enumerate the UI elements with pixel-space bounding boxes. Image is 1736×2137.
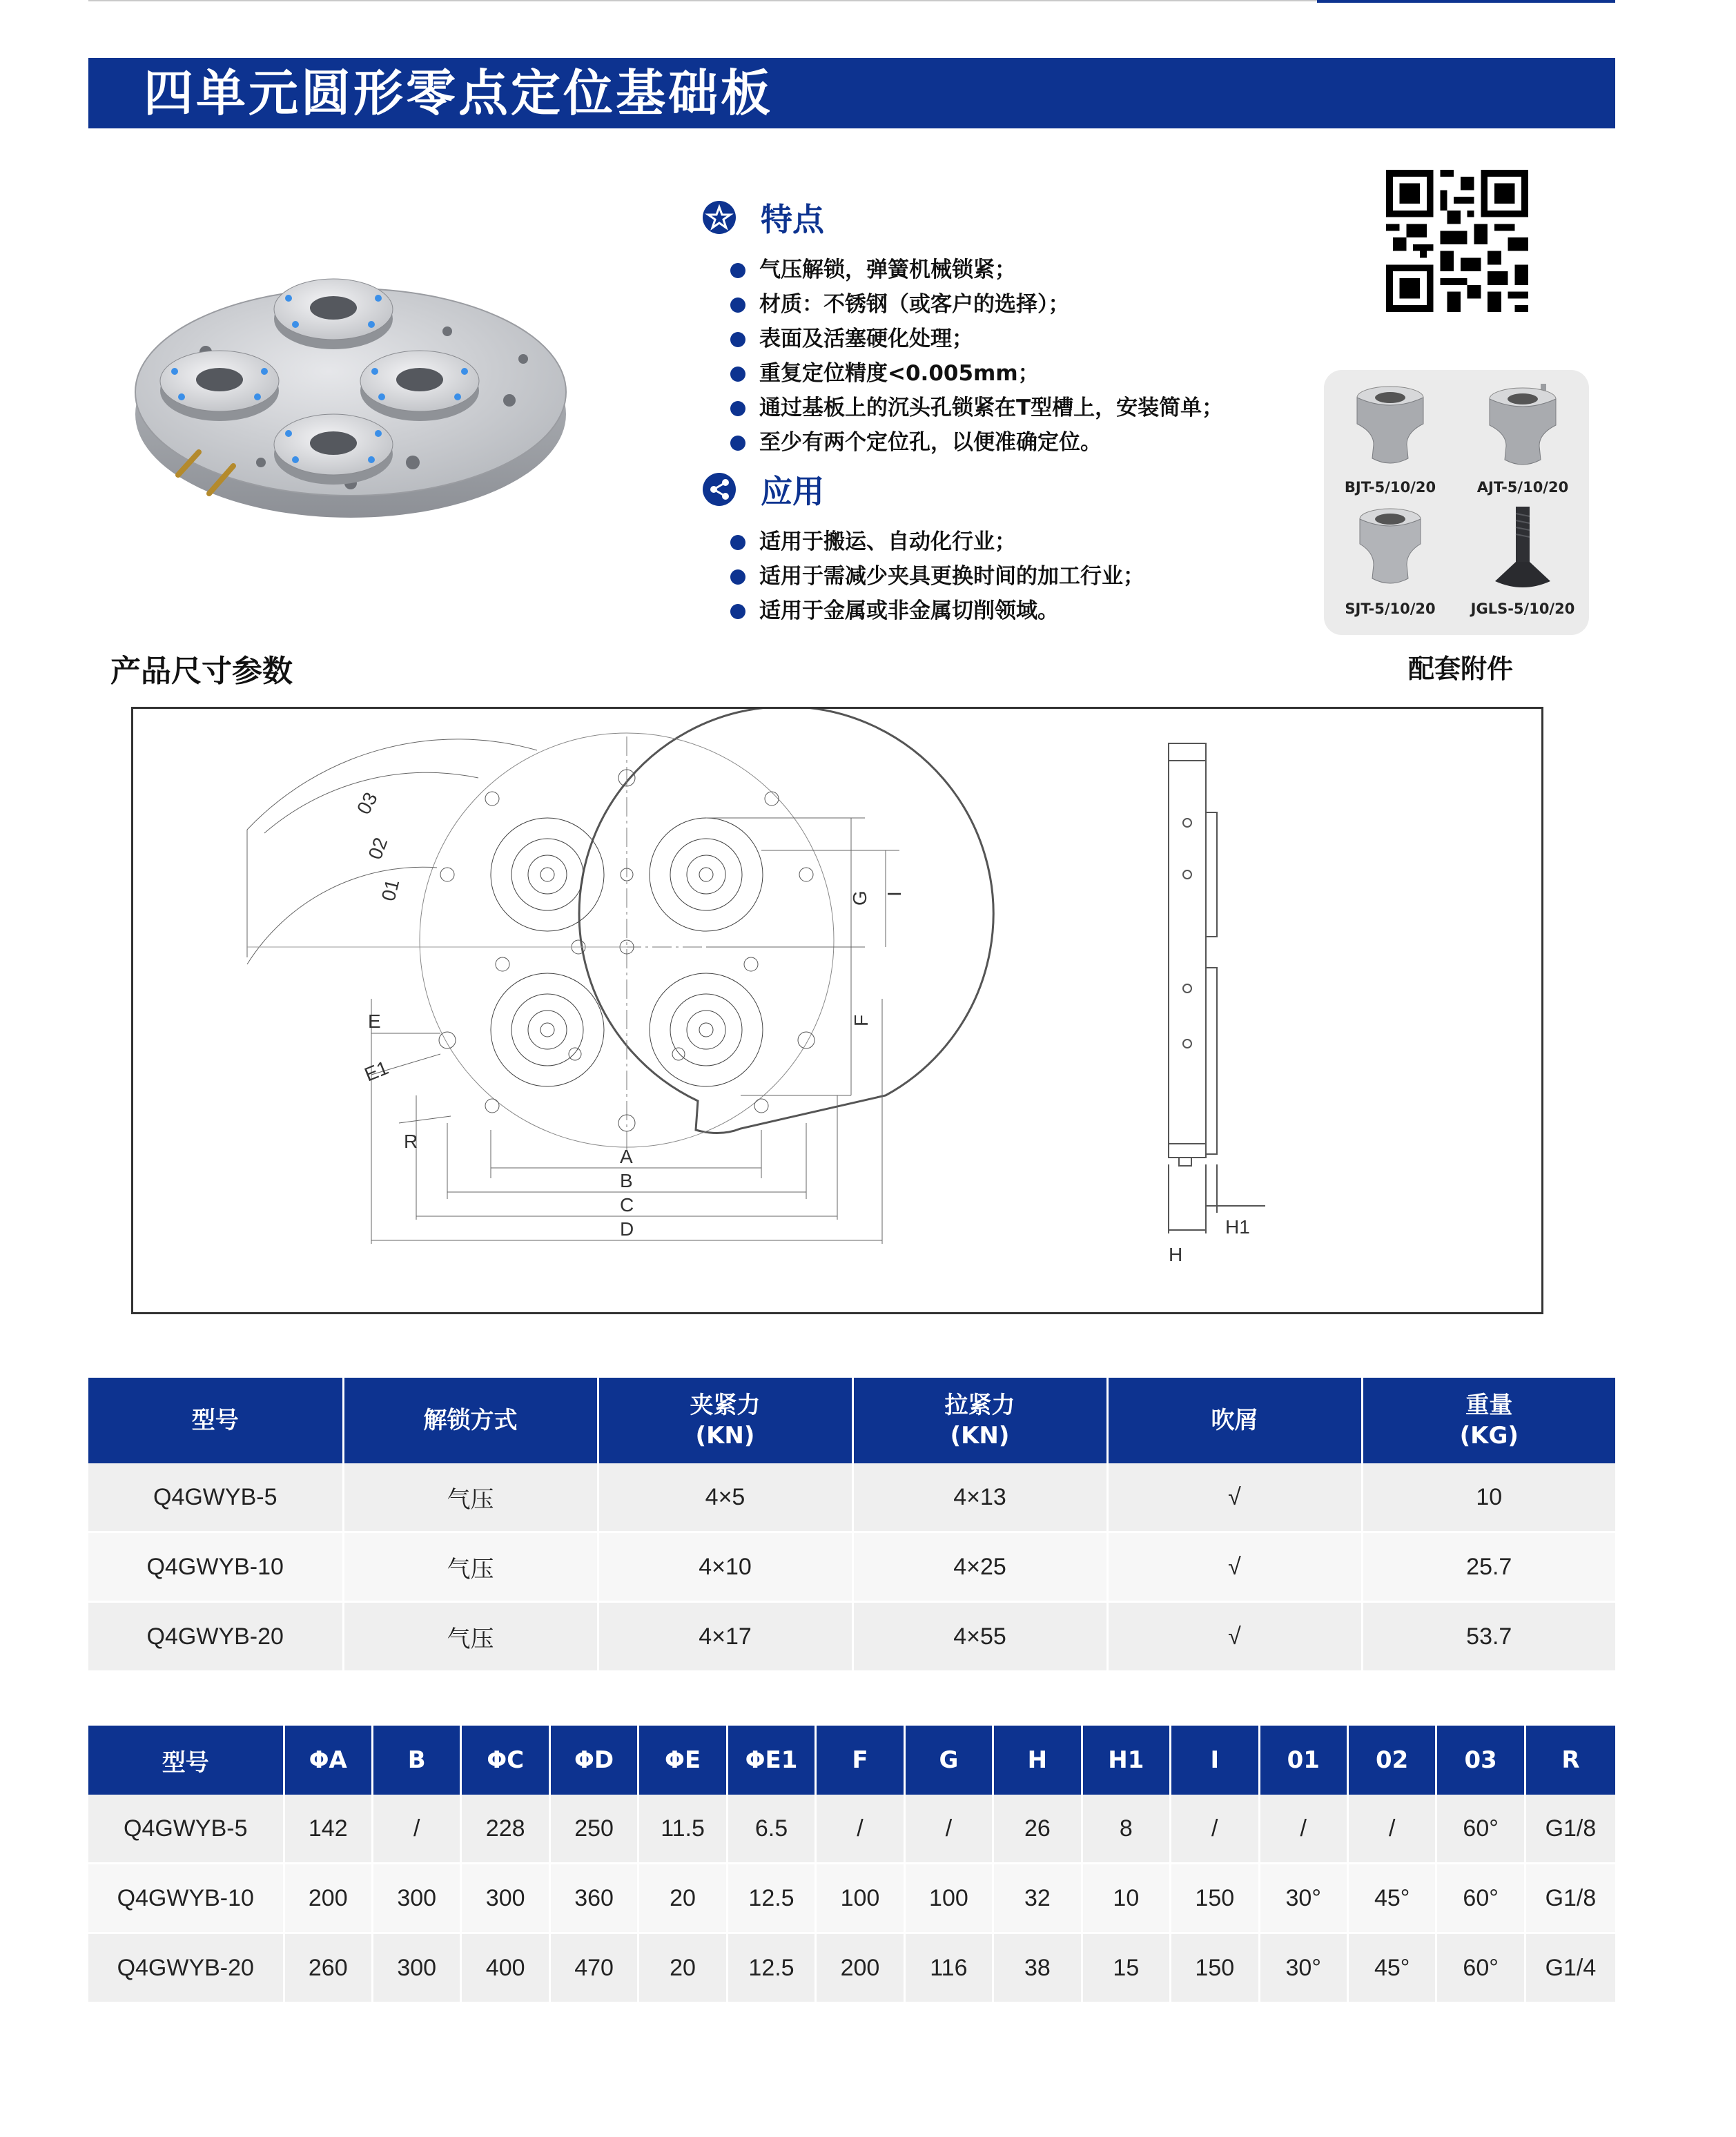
accessory-label: AJT-5/10/20 (1476, 479, 1569, 496)
cell: 100 (904, 1864, 993, 1933)
cell: 200 (284, 1864, 372, 1933)
label-a: A (620, 1146, 633, 1167)
cell: / (1259, 1795, 1347, 1864)
cell: 53.7 (1362, 1602, 1615, 1672)
cell: 400 (461, 1933, 549, 2003)
label-i: I (884, 891, 905, 897)
technical-drawing (131, 707, 1543, 1314)
cell: 150 (1171, 1933, 1259, 2003)
features-heading (703, 195, 1223, 240)
header-b: B (372, 1726, 460, 1795)
features-heading-text: 特点 (761, 201, 825, 238)
header-g: G (904, 1726, 993, 1795)
clamp-unit-top (274, 279, 393, 349)
title-banner (88, 58, 1615, 128)
cell: 10 (1362, 1463, 1615, 1532)
cell: 300 (461, 1864, 549, 1933)
qr-code-icon[interactable] (1386, 170, 1528, 312)
accessory-bjt[interactable] (1324, 382, 1456, 496)
cell: 228 (461, 1795, 549, 1864)
table-row (88, 1933, 1615, 2003)
cell: √ (1107, 1463, 1362, 1532)
clamp-unit-bottom (274, 414, 393, 485)
cell: 116 (904, 1933, 993, 2003)
cell: 气压 (343, 1463, 598, 1532)
cell: 200 (816, 1933, 904, 2003)
label-h: H (1169, 1244, 1183, 1265)
header-phi-e1: ΦE1 (727, 1726, 815, 1795)
header-phi-c: ΦC (461, 1726, 549, 1795)
list-item: 表面及活塞硬化处理； (730, 322, 1223, 356)
cell: 4×13 (852, 1463, 1107, 1532)
cell: Q4GWYB-10 (88, 1864, 284, 1933)
cell: 气压 (343, 1602, 598, 1672)
cell: 12.5 (727, 1933, 815, 2003)
cell: √ (1107, 1602, 1362, 1672)
list-item: 重复定位精度<0.005mm； (730, 356, 1223, 391)
cell: 20 (638, 1864, 727, 1933)
header-r: R (1525, 1726, 1615, 1795)
label-d: D (620, 1218, 634, 1240)
list-item: 通过基板上的沉头孔锁紧在T型槽上，安装简单； (730, 391, 1223, 425)
sjt-part-image (1349, 504, 1432, 594)
share-icon (703, 473, 736, 506)
label-g: G (849, 890, 870, 906)
features-list (730, 253, 1223, 460)
header-model: 型号 (88, 1378, 343, 1463)
dimensions-title: 产品尺寸参数 (110, 654, 293, 689)
header-01: 01 (1259, 1726, 1347, 1795)
label-r: R (404, 1131, 418, 1152)
table-row (88, 1795, 1615, 1864)
cell: √ (1107, 1532, 1362, 1602)
header-model: 型号 (88, 1726, 284, 1795)
accessory-label: SJT-5/10/20 (1345, 601, 1436, 617)
cell: G1/8 (1525, 1795, 1615, 1864)
list-item: 适用于金属或非金属切削领域。 (730, 594, 1144, 628)
bjt-part-image (1349, 382, 1432, 472)
label-h1: H1 (1225, 1216, 1250, 1238)
cell: Q4GWYB-5 (88, 1463, 343, 1532)
cell: 142 (284, 1795, 372, 1864)
header-phi-d: ΦD (549, 1726, 638, 1795)
side-view (1169, 743, 1265, 1233)
cell: / (1347, 1795, 1436, 1864)
table-row (88, 1532, 1615, 1602)
table-row (88, 1602, 1615, 1672)
accessory-label: JGLS-5/10/20 (1470, 601, 1575, 617)
label-01: 01 (377, 877, 404, 904)
accessories-caption: 配套附件 (1408, 654, 1514, 684)
label-f: F (850, 1014, 872, 1026)
cell: Q4GWYB-20 (88, 1933, 284, 2003)
cell: G1/8 (1525, 1864, 1615, 1933)
cell: 8 (1082, 1795, 1170, 1864)
top-accent-bar (1317, 0, 1615, 3)
cell: 470 (549, 1933, 638, 2003)
features-section (703, 195, 1223, 460)
cell: / (372, 1795, 460, 1864)
cell: 11.5 (638, 1795, 727, 1864)
table-header-row (88, 1726, 1615, 1795)
cell: 15 (1082, 1933, 1170, 2003)
cell: 6.5 (727, 1795, 815, 1864)
label-02: 02 (364, 835, 392, 863)
label-c: C (620, 1194, 634, 1216)
cell: 4×5 (598, 1463, 852, 1532)
unit-top-right (650, 818, 763, 931)
product-photo (123, 255, 578, 552)
clamp-unit-left (160, 351, 279, 421)
applications-section (703, 467, 1144, 628)
cell: 60° (1436, 1864, 1525, 1933)
cell: 20 (638, 1933, 727, 2003)
cell: / (1171, 1795, 1259, 1864)
cell: 4×17 (598, 1602, 852, 1672)
label-b: B (620, 1170, 633, 1191)
cell: 250 (549, 1795, 638, 1864)
cell: 4×55 (852, 1602, 1107, 1672)
header-02: 02 (1347, 1726, 1436, 1795)
unit-bottom-left (491, 973, 604, 1086)
table-header-row (88, 1378, 1615, 1463)
accessory-sjt[interactable] (1324, 504, 1456, 617)
applications-list (730, 525, 1144, 628)
label-e1: E1 (361, 1056, 392, 1086)
header-f: F (816, 1726, 904, 1795)
header-pull-force (852, 1378, 1107, 1463)
cell: Q4GWYB-20 (88, 1602, 343, 1672)
accessory-ajt[interactable] (1456, 382, 1589, 496)
ajt-part-image (1481, 382, 1564, 472)
spec-table-dimensions (88, 1726, 1615, 2004)
label-03: 03 (352, 788, 382, 818)
list-item: 适用于需减少夹具更换时间的加工行业； (730, 559, 1144, 594)
cell: 12.5 (727, 1864, 815, 1933)
unit-bottom-right (650, 973, 763, 1086)
cell: 100 (816, 1864, 904, 1933)
list-item: 至少有两个定位孔，以便准确定位。 (730, 425, 1223, 460)
header-h: H (993, 1726, 1082, 1795)
cell: 32 (993, 1864, 1082, 1933)
cell: Q4GWYB-10 (88, 1532, 343, 1602)
cell: 45° (1347, 1864, 1436, 1933)
applications-heading (703, 467, 1144, 512)
cell: / (904, 1795, 993, 1864)
cell: 30° (1259, 1864, 1347, 1933)
cell: 10 (1082, 1864, 1170, 1933)
cell: 30° (1259, 1933, 1347, 2003)
star-icon (703, 201, 736, 234)
drawing-canvas (133, 709, 1541, 1312)
clamp-unit-right (360, 351, 479, 421)
header-clamp-force (598, 1378, 852, 1463)
cell: 260 (284, 1933, 372, 2003)
header-h1: H1 (1082, 1726, 1170, 1795)
cell: 25.7 (1362, 1532, 1615, 1602)
header-03: 03 (1436, 1726, 1525, 1795)
cell: 60° (1436, 1795, 1525, 1864)
cell: 60° (1436, 1933, 1525, 2003)
cell: 4×10 (598, 1532, 852, 1602)
list-item: 材质：不锈钢（或客户的选择）； (730, 287, 1223, 322)
cell: 300 (372, 1864, 460, 1933)
header-unlock-method: 解锁方式 (343, 1378, 598, 1463)
plate-outline (579, 709, 993, 1133)
label-e: E (368, 1011, 381, 1032)
header-pull-force-text: 拉紧力 (KN) (944, 1392, 1015, 1450)
table-row (88, 1864, 1615, 1933)
spec-table-force (88, 1378, 1615, 1672)
accessory-label: BJT-5/10/20 (1344, 479, 1436, 496)
page-title: 四单元圆形零点定位基础板 (144, 64, 774, 122)
header-weight (1362, 1378, 1615, 1463)
cell: 45° (1347, 1933, 1436, 2003)
header-clamp-force-text: 夹紧力 (KN) (690, 1392, 761, 1450)
cell: 26 (993, 1795, 1082, 1864)
accessories-panel (1324, 370, 1589, 635)
accessory-jgls[interactable] (1456, 504, 1589, 617)
jgls-part-image (1481, 504, 1564, 594)
cell: 300 (372, 1933, 460, 2003)
cell: Q4GWYB-5 (88, 1795, 284, 1864)
cell: 4×25 (852, 1532, 1107, 1602)
header-phi-e: ΦE (638, 1726, 727, 1795)
header-weight-text: 重量 (KG) (1459, 1392, 1519, 1450)
unit-top-left (491, 818, 604, 931)
header-chip-blowing: 吹屑 (1107, 1378, 1362, 1463)
list-item: 气压解锁，弹簧机械锁紧； (730, 253, 1223, 287)
list-item: 适用于搬运、自动化行业； (730, 525, 1144, 559)
header-i: I (1171, 1726, 1259, 1795)
cell: G1/4 (1525, 1933, 1615, 2003)
cell: 150 (1171, 1864, 1259, 1933)
header-phi-a: ΦA (284, 1726, 372, 1795)
table-row (88, 1463, 1615, 1532)
applications-heading-text: 应用 (761, 473, 825, 510)
cell: 360 (549, 1864, 638, 1933)
cell: 气压 (343, 1532, 598, 1602)
cell: / (816, 1795, 904, 1864)
cell: 38 (993, 1933, 1082, 2003)
